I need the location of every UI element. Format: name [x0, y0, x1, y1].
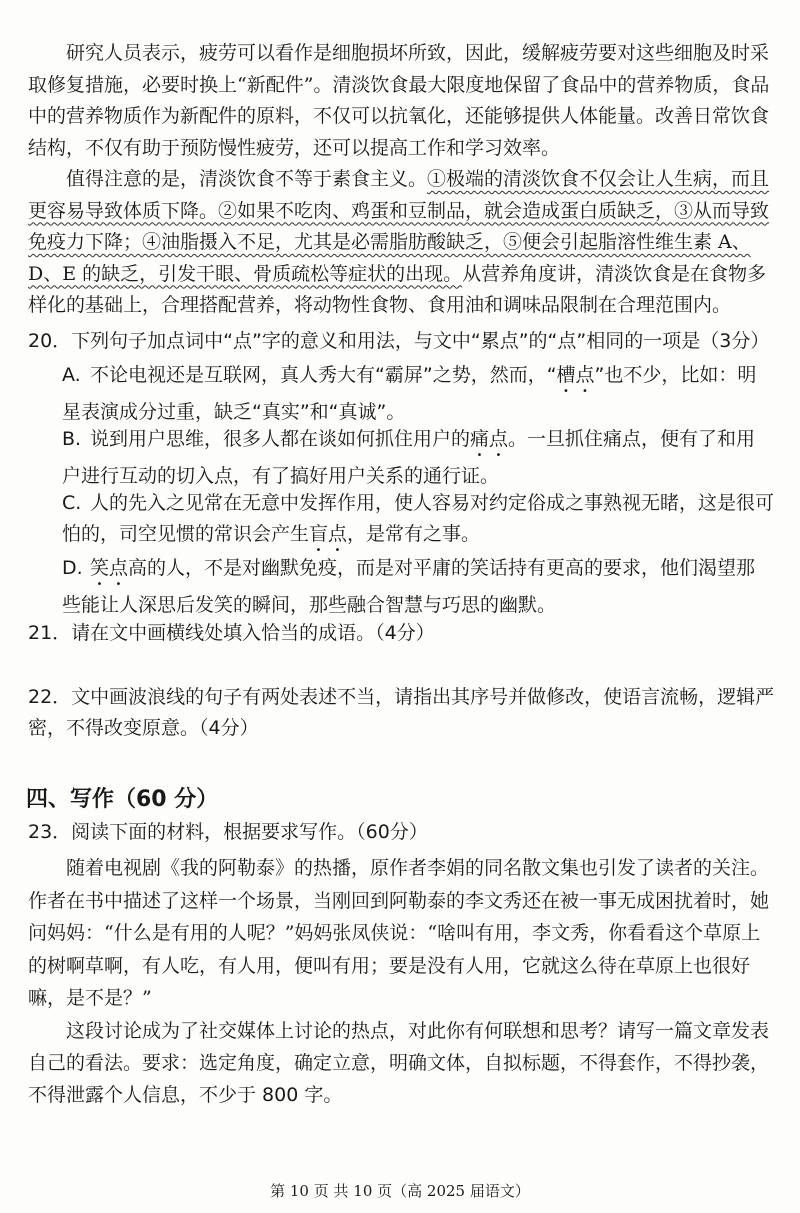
question-20-option-c: C. 人的先入之见常在无意中发挥作用，使人容易对约定俗成之事熟视无睹，这是很可怕的，司空见惯的常识会产生盲点，是常有之事。	[62, 488, 774, 556]
question-21: 21．请在文中画横线处填入恰当的成语。（4分）	[28, 622, 435, 644]
section-heading-writing: 四、写作（60 分）	[26, 787, 219, 812]
question-23-requirement: 这段讨论成为了社交媒体上讨论的热点，对此你有何联想和思考？请写一篇文章发表自己的看法。要求：选定角度，确定立意，明确文体，自拟标题，不得套作，不得抄袭，不得泄露个人信息，不少于 800 字。	[28, 1020, 770, 1106]
dotted-word: 盲点	[309, 523, 348, 545]
question-23-stem: 23．阅读下面的材料，根据要求写作。（60分）	[28, 821, 428, 843]
wavy-underlined-sentences: ①极端的清淡饮食不仅会让人生病，而且更容易导致体质下降。②如果不吃肉、鸡蛋和豆制品，就会造成蛋白质缺乏，③从而导致免疫力下降；④油脂摄入不足，尤其是必需脂肪酸缺乏，⑤便会引起脂溶性维生素 A、D、E 的缺乏，引发干眼、骨质疏松等症状的出现。	[28, 168, 770, 285]
dotted-word: 痛点	[470, 428, 509, 450]
paragraph-2-lead: 值得注意的是，清淡饮食不等于素食主义。	[66, 168, 428, 190]
dotted-word: 笑点	[90, 557, 129, 579]
page-footer: 第 10 页 共 10 页（高 2025 届语文）	[270, 1182, 530, 1200]
passage-paragraph-1: 研究人员表示，疲劳可以看作是细胞损坏所致，因此，缓解疲劳要对这些细胞及时采取修复措施，必要时换上“新配件”。清淡饮食最大限度地保留了食品中的营养物质，食品中的营养物质作为新配件的原料，不仅可以抗氧化，还能够提供人体能量。改善日常饮食结构，不仅有助于预防慢性疲劳，还可以提高工作和学习效率。	[28, 42, 770, 159]
option-label: B.	[62, 428, 82, 450]
option-label: D.	[62, 557, 83, 579]
question-20-stem: 20．下列句子加点词中“点”字的意义和用法，与文中“累点”的“点”相同的一项是（3分）	[28, 330, 770, 352]
dotted-word: 槽点	[556, 364, 595, 386]
question-22: 22．文中画波浪线的句子有两处表述不当，请指出其序号并做修改，使语言流畅，逻辑严密，不得改变原意。（4分）	[28, 686, 775, 739]
question-20-option-a: A. 不论电视还是互联网，真人秀大有“霸屏”之势，然而，“槽点”也不少，比如：明星表演成分过重，缺乏“真实”和“真诚”。	[62, 360, 774, 428]
option-label: A.	[62, 364, 81, 386]
option-label: C.	[62, 492, 82, 514]
passage-paragraph-2	[28, 164, 776, 322]
question-23-material: 随着电视剧《我的阿勒泰》的热播，原作者李娟的同名散文集也引发了读者的关注。作者在书中描述了这样一个场景，当刚回到阿勒泰的李文秀还在被一事无成困扰着时，她问妈妈：“什么是有用的人呢？”妈妈张凤侠说：“啥叫有用，李文秀，你看看这个草原上的树啊草啊，有人吃，有人用，便叫有用；要是没有人用，它就这么待在草原上也很好嘛，是不是？”	[28, 857, 770, 1009]
paragraph-2-tail: 从营养角度讲，清淡饮食是在食物多样化的基础上，合理搭配营养，将动物性食物、食用油和调味品限制在合理范围内。	[28, 262, 767, 316]
question-20-option-b: B. 说到用户思维，很多人都在谈如何抓住用户的痛点。一旦抓住痛点，便有了和用户进行互动的切入点，有了搞好用户关系的通行证。	[62, 424, 774, 492]
question-20-option-d: D. 笑点高的人，不是对幽默免疫，而是对平庸的笑话持有更高的要求，他们渴望那些能让人深思后发笑的瞬间，那些融合智慧与巧思的幽默。	[62, 553, 774, 621]
